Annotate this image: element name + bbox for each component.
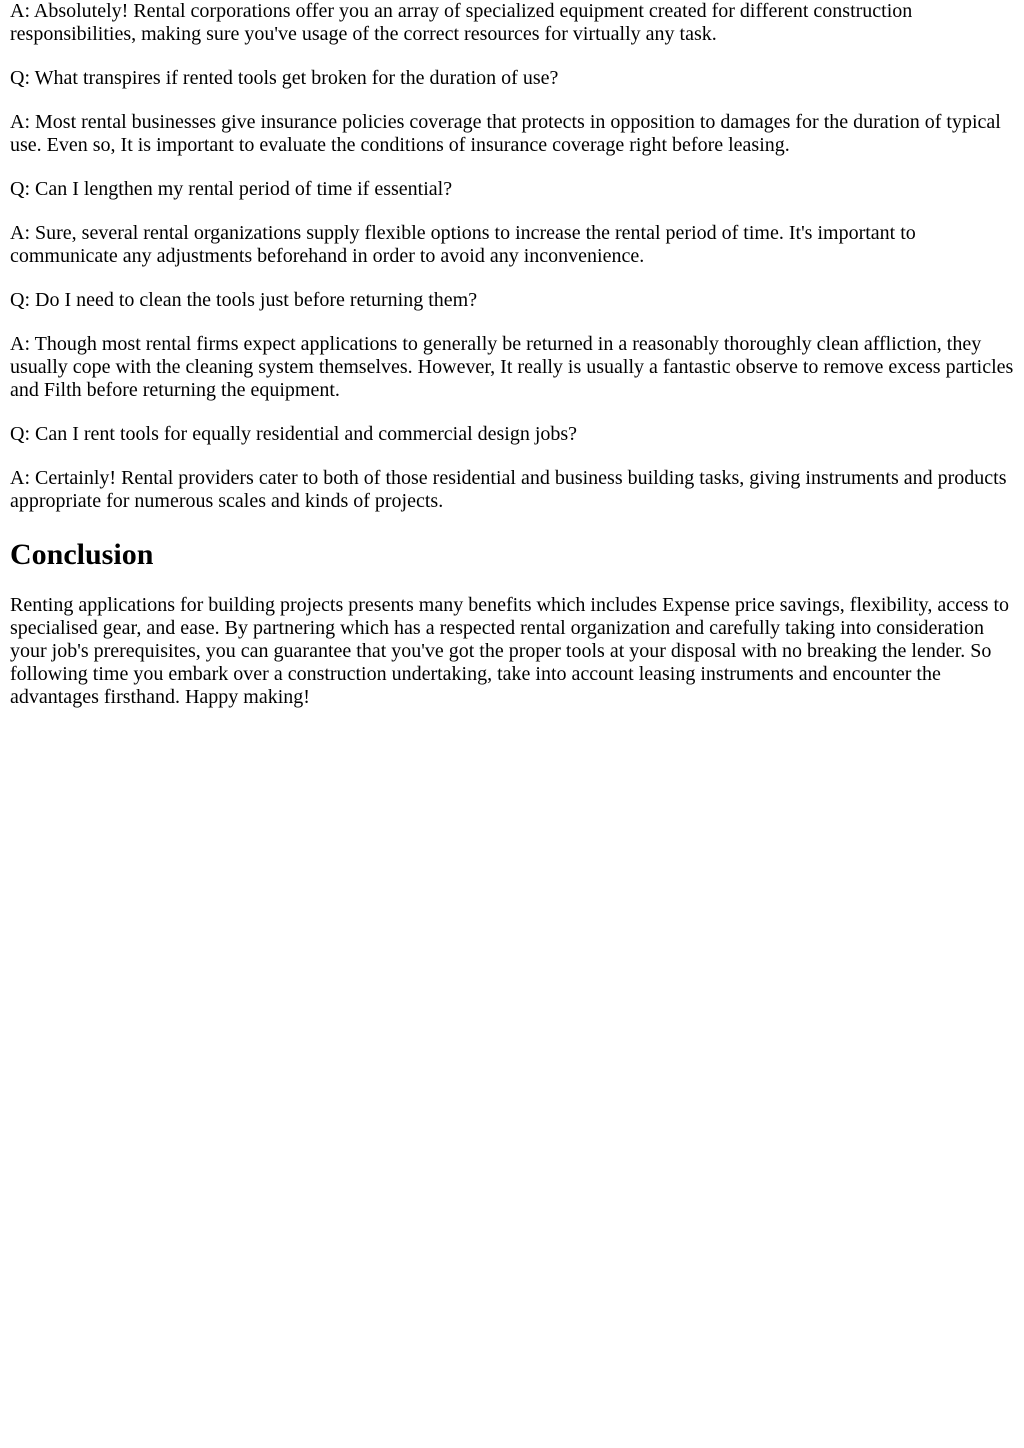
faq-answer: A: Sure, several rental organizations supply flexible options to increase the rental period of time. It's important to communicate any adjustments beforehand in order to avoid any inconvenience. [10,222,916,267]
conclusion-heading: Conclusion [10,538,154,571]
faq-answer: A: Absolutely! Rental corporations offer you an array of specialized equipment created for different construction responsibilities, making sure you've usage of the correct resources for virtually any task. [10,0,913,45]
faq-answer: A: Though most rental firms expect applications to generally be returned in a reasonably thoroughly clean affliction, they usually cope with the cleaning system themselves. However, It really is usually a fantastic observe to remove excess particles and Filth before returning the equipment. [10,333,1014,401]
faq-question: Q: Can I rent tools for equally residential and commercial design jobs? [10,423,578,445]
faq-question: Q: Do I need to clean the tools just before returning them? [10,289,478,311]
faq-question: Q: Can I lengthen my rental period of time if essential? [10,178,453,200]
faq-answer: A: Certainly! Rental providers cater to both of those residential and business building tasks, giving instruments and products appropriate for numerous scales and kinds of projects. [10,467,1007,512]
article-content [0,0,1024,709]
conclusion-paragraph: Renting applications for building projects presents many benefits which includes Expense price savings, flexibility, access to specialised gear, and ease. By partnering which has a respected rental organization and carefully taking into consideration your job's prerequisites, you can guarantee that you've got the proper tools at your disposal with no breaking the lender. So following time you embark over a construction undertaking, take into account leasing instruments and encounter the advantages firsthand. Happy making! [10,594,1010,708]
faq-answer: A: Most rental businesses give insurance policies coverage that protects in opposition to damages for the duration of typical use. Even so, It is important to evaluate the conditions of insurance coverage right before leasing. [10,111,1001,156]
faq-question: Q: What transpires if rented tools get broken for the duration of use? [10,67,559,89]
